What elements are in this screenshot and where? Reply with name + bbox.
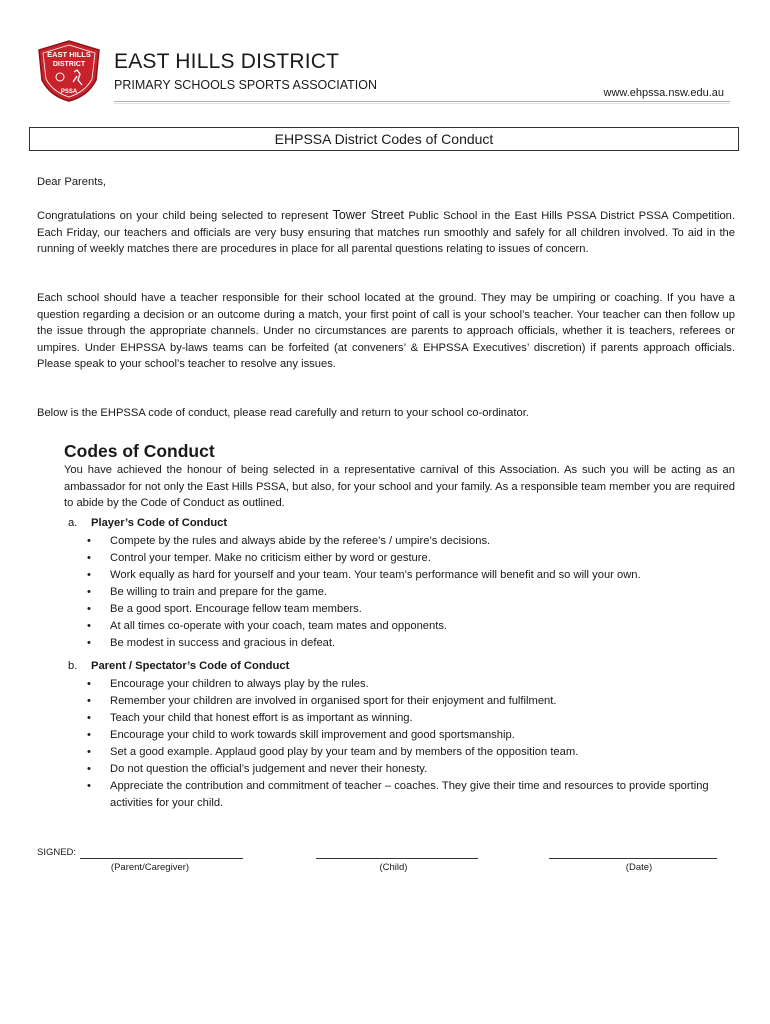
list-item: • At all times co-operate with your coach, team mates and opponents. (86, 618, 736, 635)
organisation-title: EAST HILLS DISTRICT (114, 50, 340, 73)
logo-text-line2: DISTRICT (52, 61, 86, 68)
list-item: • Control your temper. Make no criticism either by word or gesture. (86, 550, 736, 567)
intro-paragraph (37, 207, 735, 258)
section-b-heading (68, 660, 289, 672)
greeting: Dear Parents, (37, 176, 107, 188)
list-item: • Encourage your child to work towards skill improvement and good sportsmanship. (86, 727, 736, 744)
list-item: • Be willing to train and prepare for the game. (86, 584, 736, 601)
date-signature-line[interactable] (549, 858, 717, 859)
child-caption: (Child) (379, 862, 408, 873)
intro-text-before: Congratulations on your child being selected to represent (37, 210, 333, 222)
logo-text-line3: PSSA (60, 89, 78, 95)
parent-signature-line[interactable] (80, 858, 243, 859)
list-item: • Encourage your children to always play by the rules. (86, 676, 736, 693)
section-b-title: Parent / Spectator’s Code of Conduct (91, 660, 290, 672)
section-a-heading (68, 517, 227, 529)
header-divider (114, 101, 730, 102)
list-item: • Compete by the rules and always abide by the referee’s / umpire’s decisions. (86, 533, 736, 550)
codes-heading: Codes of Conduct (64, 441, 215, 461)
procedure-paragraph: Each school should have a teacher responsible for their school located at the ground. They may be umpiring or coaching. If you have a question regarding a decision or an outcome during a match, your first point of call is your school’s teacher. Your teacher can then follow up the issue through the appropriate channels. Under no circumstances are parents to approach officials, whether it is teachers, referees or umpires. Under EHPSSA by-laws teams can be forfeited (at conveners’ & EHPSSA Executives’ discretion) if parents approach officials. Please speak to your school’s teacher to resolve any issues. (37, 292, 735, 370)
intro-text-after: Public School in the East Hills PSSA District PSSA Competition. Each Friday, our teachers and officials are very busy ensuring that matches run smoothly and safely for all children involved. To aid in the running of weekly matches there are procedures in place for all parental questions relating to issues of concern. (37, 210, 735, 255)
list-item: • Appreciate the contribution and commitment of teacher – coaches. They give their time and resources to provide sporting activities for your child. (86, 778, 736, 812)
website-url[interactable]: www.ehpssa.nsw.edu.au (603, 87, 724, 99)
school-name: Tower Street (332, 208, 405, 222)
date-caption: (Date) (625, 862, 653, 873)
organisation-subtitle: PRIMARY SCHOOLS SPORTS ASSOCIATION (114, 78, 378, 92)
list-item: • Do not question the official’s judgement and never their honesty. (86, 761, 736, 778)
document-title: EHPSSA District Codes of Conduct (29, 127, 739, 151)
list-item: • Be a good sport. Encourage fellow team members. (86, 601, 736, 618)
list-item: • Set a good example. Applaud good play by your team and by members of the opposition team. (86, 744, 736, 761)
signed-label: SIGNED: (37, 847, 77, 858)
instruction-paragraph: Below is the EHPSSA code of conduct, please read carefully and return to your school co-ordinator. (37, 407, 529, 419)
player-code-list (86, 533, 736, 652)
list-item: • Work equally as hard for yourself and your team. Your team’s performance will benefit and so will your own. (86, 567, 736, 584)
child-signature-line[interactable] (316, 858, 478, 859)
list-item: • Be modest in success and gracious in defeat. (86, 635, 736, 652)
parent-caption: (Parent/Caregiver) (110, 862, 190, 873)
section-a-title: Player’s Code of Conduct (91, 517, 228, 529)
ehpssa-logo (36, 40, 102, 102)
section-a-letter: a. (68, 517, 78, 529)
list-item: • Teach your child that honest effort is as important as winning. (86, 710, 736, 727)
section-b-letter: b. (68, 660, 78, 672)
logo-text-line1: EAST HILLS (47, 50, 91, 59)
header-divider-shadow (114, 103, 730, 104)
parent-code-list (86, 676, 736, 812)
list-item: • Remember your children are involved in organised sport for their enjoyment and fulfilment. (86, 693, 736, 710)
codes-intro: You have achieved the honour of being selected in a representative carnival of this Association. As such you will be acting as an ambassador for not only the East Hills PSSA, but also, for your school and your family. As a responsible team member you are required to abide by the Code of Conduct as outlined. (64, 464, 735, 509)
